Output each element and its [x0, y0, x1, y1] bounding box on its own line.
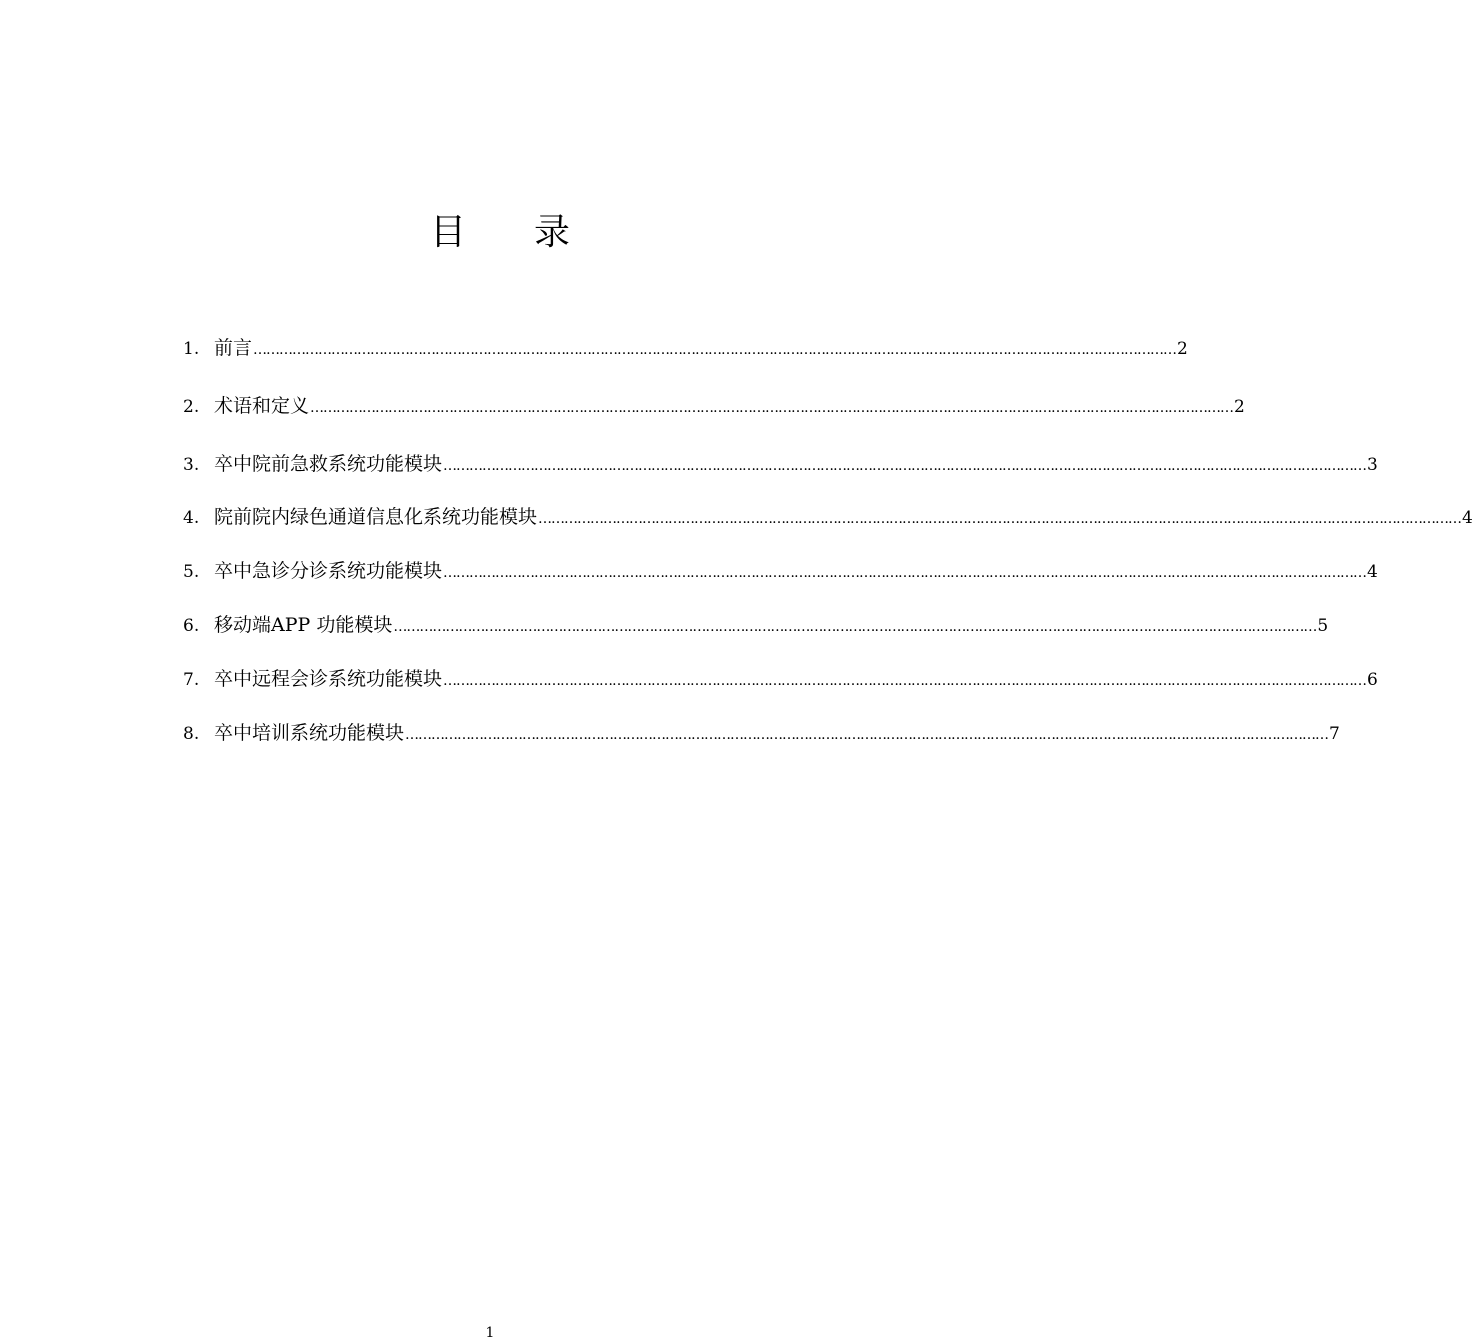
toc-entry-4[interactable]	[183, 502, 1473, 532]
toc-entry-page: 3	[1367, 455, 1378, 475]
toc-dot-leader: ……………………………………………………………………………………………………………………………………………………………………………………………	[310, 400, 1234, 416]
toc-entry-1[interactable]	[183, 333, 1188, 363]
toc-entry-number: 7.	[183, 670, 200, 690]
toc-entry-number: 5.	[183, 562, 200, 582]
toc-entry-page: 2	[1177, 339, 1188, 359]
toc-entry-number: 1.	[183, 339, 200, 359]
title-char-2: 录	[534, 212, 571, 253]
toc-entry-number: 8.	[183, 724, 200, 744]
toc-entry-title: 移动端APP 功能模块	[214, 614, 393, 636]
toc-entry-page: 5	[1317, 616, 1329, 636]
toc-entry-number: 3.	[183, 455, 200, 475]
toc-entry-title: 卒中急诊分诊系统功能模块	[214, 560, 443, 582]
toc-entry-page: 6	[1367, 670, 1378, 690]
toc-entry-3[interactable]	[183, 449, 1378, 479]
toc-dot-leader: ……………………………………………………………………………………………………………………………………………………………………………………………	[443, 458, 1367, 474]
toc-entry-2[interactable]	[183, 391, 1245, 421]
toc-entry-number: 6.	[183, 616, 200, 636]
toc-entry-title: 前言	[214, 337, 253, 359]
toc-dot-leader: ……………………………………………………………………………………………………………………………………………………………………………………………	[443, 565, 1367, 581]
toc-dot-leader: ……………………………………………………………………………………………………………………………………………………………………………………………	[393, 619, 1317, 635]
toc-entry-page: 2	[1234, 397, 1245, 417]
toc-entry-title: 术语和定义	[214, 395, 310, 417]
toc-dot-leader: ……………………………………………………………………………………………………………………………………………………………………………………………	[538, 511, 1462, 527]
title-char-1: 目	[429, 212, 466, 253]
toc-entry-number: 2.	[183, 397, 200, 417]
toc-entry-page: 4	[1367, 562, 1378, 582]
toc-entry-title: 卒中远程会诊系统功能模块	[214, 668, 443, 690]
toc-entry-7[interactable]	[183, 664, 1378, 694]
toc-entry-page: 4	[1462, 508, 1473, 528]
toc-entry-number: 4.	[183, 508, 200, 528]
toc-dot-leader: ……………………………………………………………………………………………………………………………………………………………………………………………	[253, 342, 1177, 358]
toc-entry-5[interactable]	[183, 556, 1378, 586]
toc-entry-page: 7	[1329, 724, 1340, 744]
toc-entry-8[interactable]	[183, 718, 1340, 748]
toc-entry-title: 院前院内绿色通道信息化系统功能模块	[214, 506, 538, 528]
toc-dot-leader: ……………………………………………………………………………………………………………………………………………………………………………………………	[443, 673, 1367, 689]
toc-dot-leader: ……………………………………………………………………………………………………………………………………………………………………………………………	[405, 727, 1329, 743]
page-number: 1	[485, 1325, 495, 1341]
toc-entry-title: 卒中院前急救系统功能模块	[214, 453, 443, 475]
toc-entry-6[interactable]	[183, 610, 1329, 640]
toc-entry-title: 卒中培训系统功能模块	[214, 722, 405, 744]
page-title	[0, 208, 1000, 258]
